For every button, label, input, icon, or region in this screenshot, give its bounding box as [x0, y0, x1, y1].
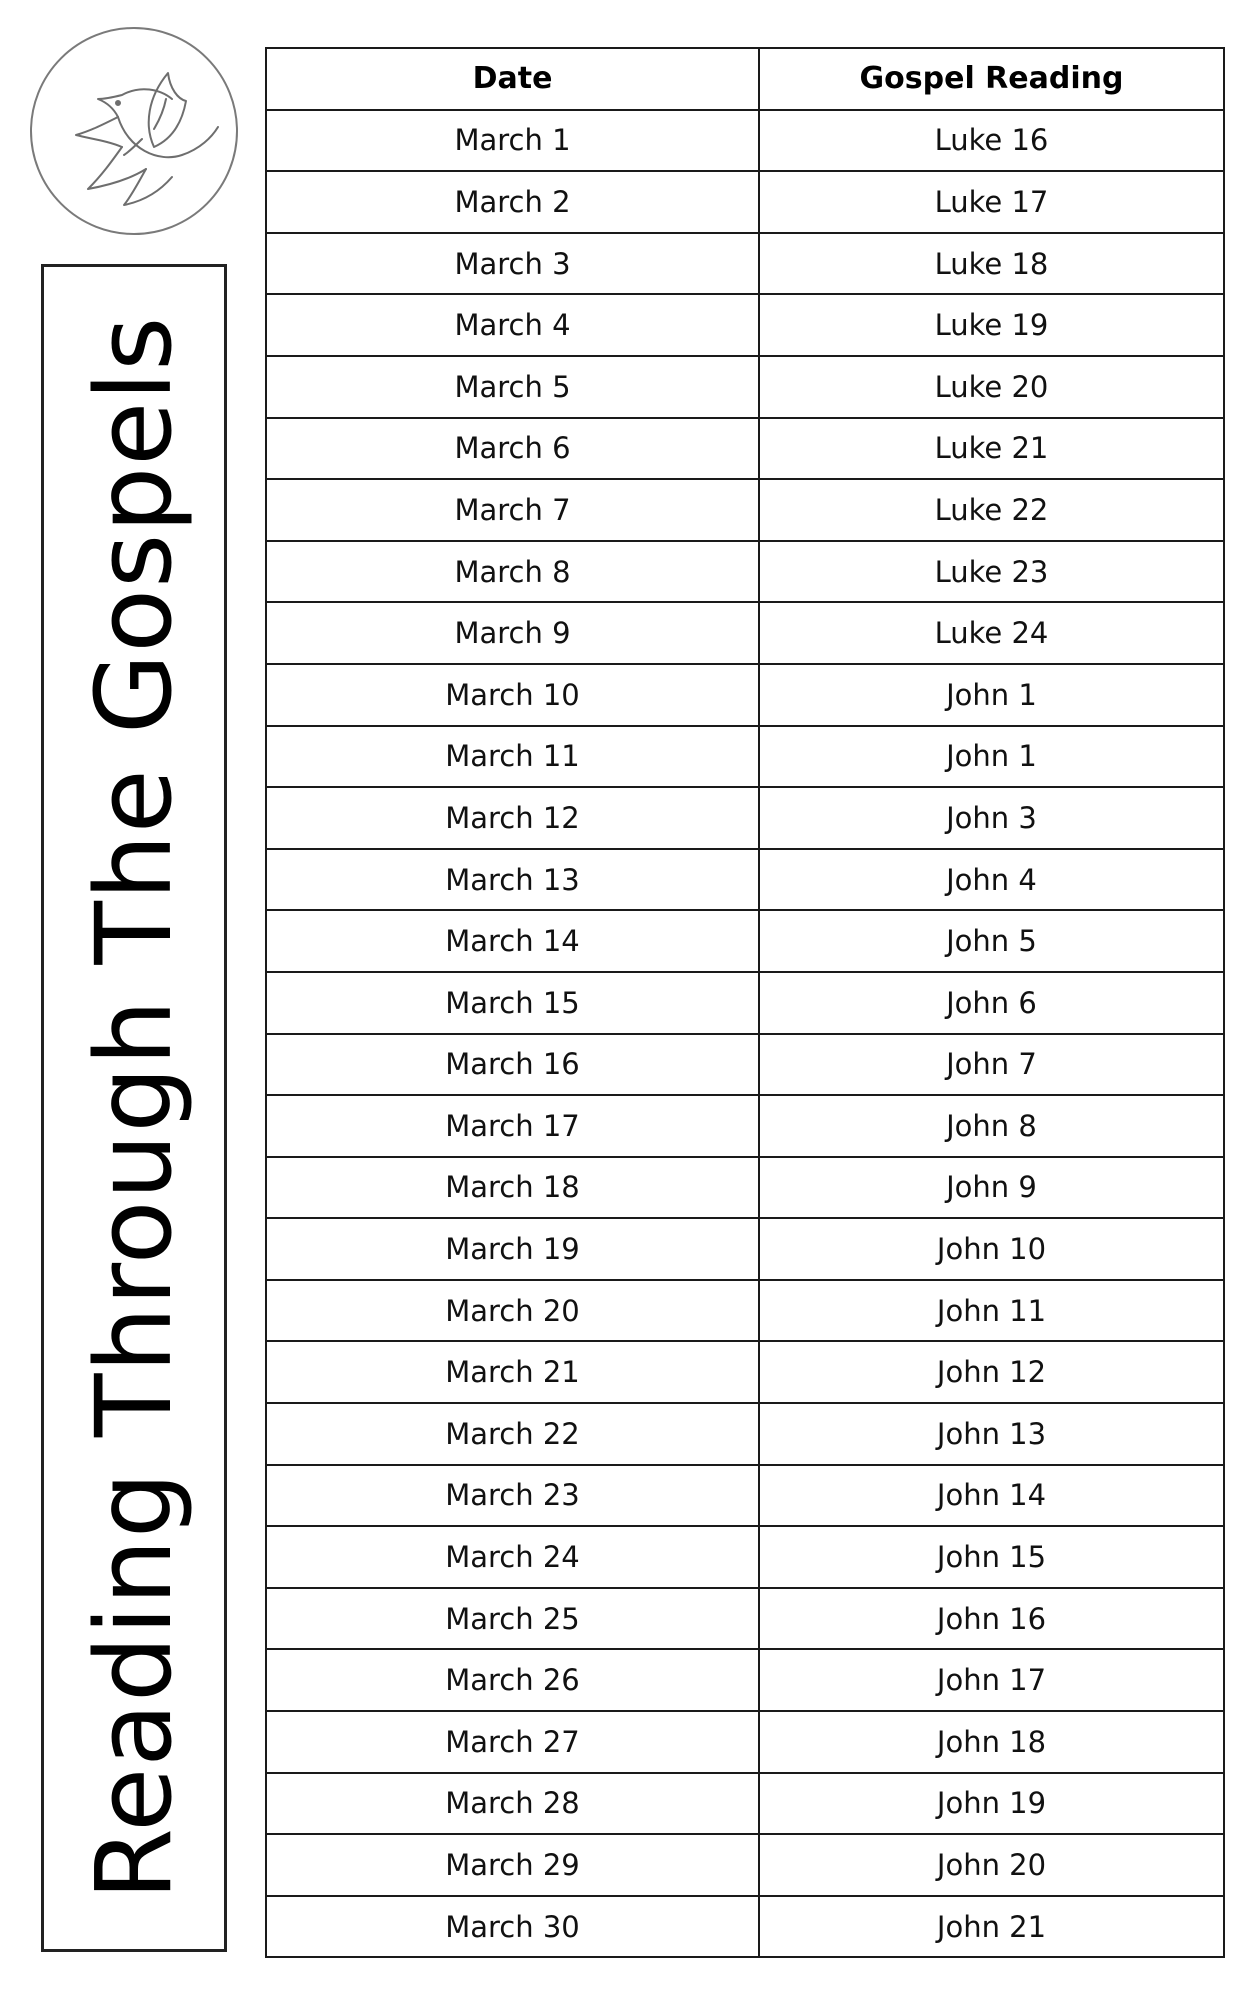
reading-cell: Luke 23: [759, 541, 1224, 603]
table-row: [266, 1773, 1224, 1835]
reading-cell: John 17: [759, 1649, 1224, 1711]
date-cell: March 28: [266, 1773, 759, 1835]
date-cell: March 14: [266, 910, 759, 972]
reading-cell: Luke 16: [759, 110, 1224, 172]
reading-cell: John 10: [759, 1218, 1224, 1280]
date-cell: March 20: [266, 1280, 759, 1342]
reading-cell: Luke 19: [759, 294, 1224, 356]
date-cell: March 23: [266, 1465, 759, 1527]
date-cell: March 7: [266, 479, 759, 541]
table-row: [266, 1341, 1224, 1403]
date-cell: March 6: [266, 418, 759, 480]
column-header-reading: Gospel Reading: [759, 48, 1224, 110]
date-cell: March 10: [266, 664, 759, 726]
table-row: [266, 479, 1224, 541]
date-cell: March 8: [266, 541, 759, 603]
reading-cell: John 13: [759, 1403, 1224, 1465]
table-row: [266, 233, 1224, 295]
table-row: [266, 294, 1224, 356]
date-cell: March 30: [266, 1896, 759, 1958]
table-row: [266, 849, 1224, 911]
reading-cell: John 20: [759, 1834, 1224, 1896]
date-cell: March 9: [266, 602, 759, 664]
date-cell: March 3: [266, 233, 759, 295]
date-cell: March 22: [266, 1403, 759, 1465]
table-row: [266, 110, 1224, 172]
reading-cell: John 21: [759, 1896, 1224, 1958]
reading-cell: John 14: [759, 1465, 1224, 1527]
column-header-date: Date: [266, 48, 759, 110]
reading-cell: Luke 17: [759, 171, 1224, 233]
table-row: [266, 1465, 1224, 1527]
reading-cell: John 19: [759, 1773, 1224, 1835]
date-cell: March 2: [266, 171, 759, 233]
reading-cell: John 5: [759, 910, 1224, 972]
reading-cell: John 12: [759, 1341, 1224, 1403]
table-row: [266, 418, 1224, 480]
reading-cell: John 16: [759, 1588, 1224, 1650]
reading-cell: John 1: [759, 664, 1224, 726]
table-row: [266, 910, 1224, 972]
reading-cell: John 15: [759, 1526, 1224, 1588]
table-row: [266, 356, 1224, 418]
table-header-row: [266, 48, 1224, 110]
reading-cell: John 8: [759, 1095, 1224, 1157]
table-row: [266, 1588, 1224, 1650]
date-cell: March 11: [266, 726, 759, 788]
reading-cell: John 11: [759, 1280, 1224, 1342]
table-row: [266, 1034, 1224, 1096]
table-row: [266, 1834, 1224, 1896]
reading-cell: John 4: [759, 849, 1224, 911]
date-cell: March 27: [266, 1711, 759, 1773]
date-cell: March 25: [266, 1588, 759, 1650]
date-cell: March 26: [266, 1649, 759, 1711]
reading-cell: John 6: [759, 972, 1224, 1034]
reading-cell: John 3: [759, 787, 1224, 849]
table-row: [266, 1649, 1224, 1711]
table-row: [266, 787, 1224, 849]
date-cell: March 17: [266, 1095, 759, 1157]
date-cell: March 19: [266, 1218, 759, 1280]
table-row: [266, 1157, 1224, 1219]
reading-cell: John 18: [759, 1711, 1224, 1773]
reading-cell: John 9: [759, 1157, 1224, 1219]
table-row: [266, 1711, 1224, 1773]
date-cell: March 15: [266, 972, 759, 1034]
table-row: [266, 972, 1224, 1034]
table-row: [266, 1896, 1224, 1958]
title-banner: [41, 264, 227, 1952]
table-row: [266, 726, 1224, 788]
table-row: [266, 1218, 1224, 1280]
date-cell: March 21: [266, 1341, 759, 1403]
date-cell: March 16: [266, 1034, 759, 1096]
date-cell: March 1: [266, 110, 759, 172]
date-cell: March 12: [266, 787, 759, 849]
reading-cell: John 1: [759, 726, 1224, 788]
page-title: Reading Through The Gospels: [73, 315, 195, 1901]
reading-cell: Luke 21: [759, 418, 1224, 480]
table-row: [266, 664, 1224, 726]
reading-cell: Luke 24: [759, 602, 1224, 664]
logo: [30, 27, 238, 235]
table-row: [266, 171, 1224, 233]
date-cell: March 13: [266, 849, 759, 911]
reading-cell: John 7: [759, 1034, 1224, 1096]
table-row: [266, 1280, 1224, 1342]
date-cell: March 18: [266, 1157, 759, 1219]
reading-cell: Luke 20: [759, 356, 1224, 418]
date-cell: March 29: [266, 1834, 759, 1896]
reading-schedule-table: [265, 47, 1225, 1958]
date-cell: March 5: [266, 356, 759, 418]
table-row: [266, 602, 1224, 664]
table-row: [266, 541, 1224, 603]
date-cell: March 4: [266, 294, 759, 356]
table-body: [266, 110, 1224, 1958]
dove-icon: [32, 29, 236, 233]
date-cell: March 24: [266, 1526, 759, 1588]
reading-cell: Luke 22: [759, 479, 1224, 541]
table-row: [266, 1526, 1224, 1588]
table-row: [266, 1403, 1224, 1465]
table-row: [266, 1095, 1224, 1157]
reading-cell: Luke 18: [759, 233, 1224, 295]
